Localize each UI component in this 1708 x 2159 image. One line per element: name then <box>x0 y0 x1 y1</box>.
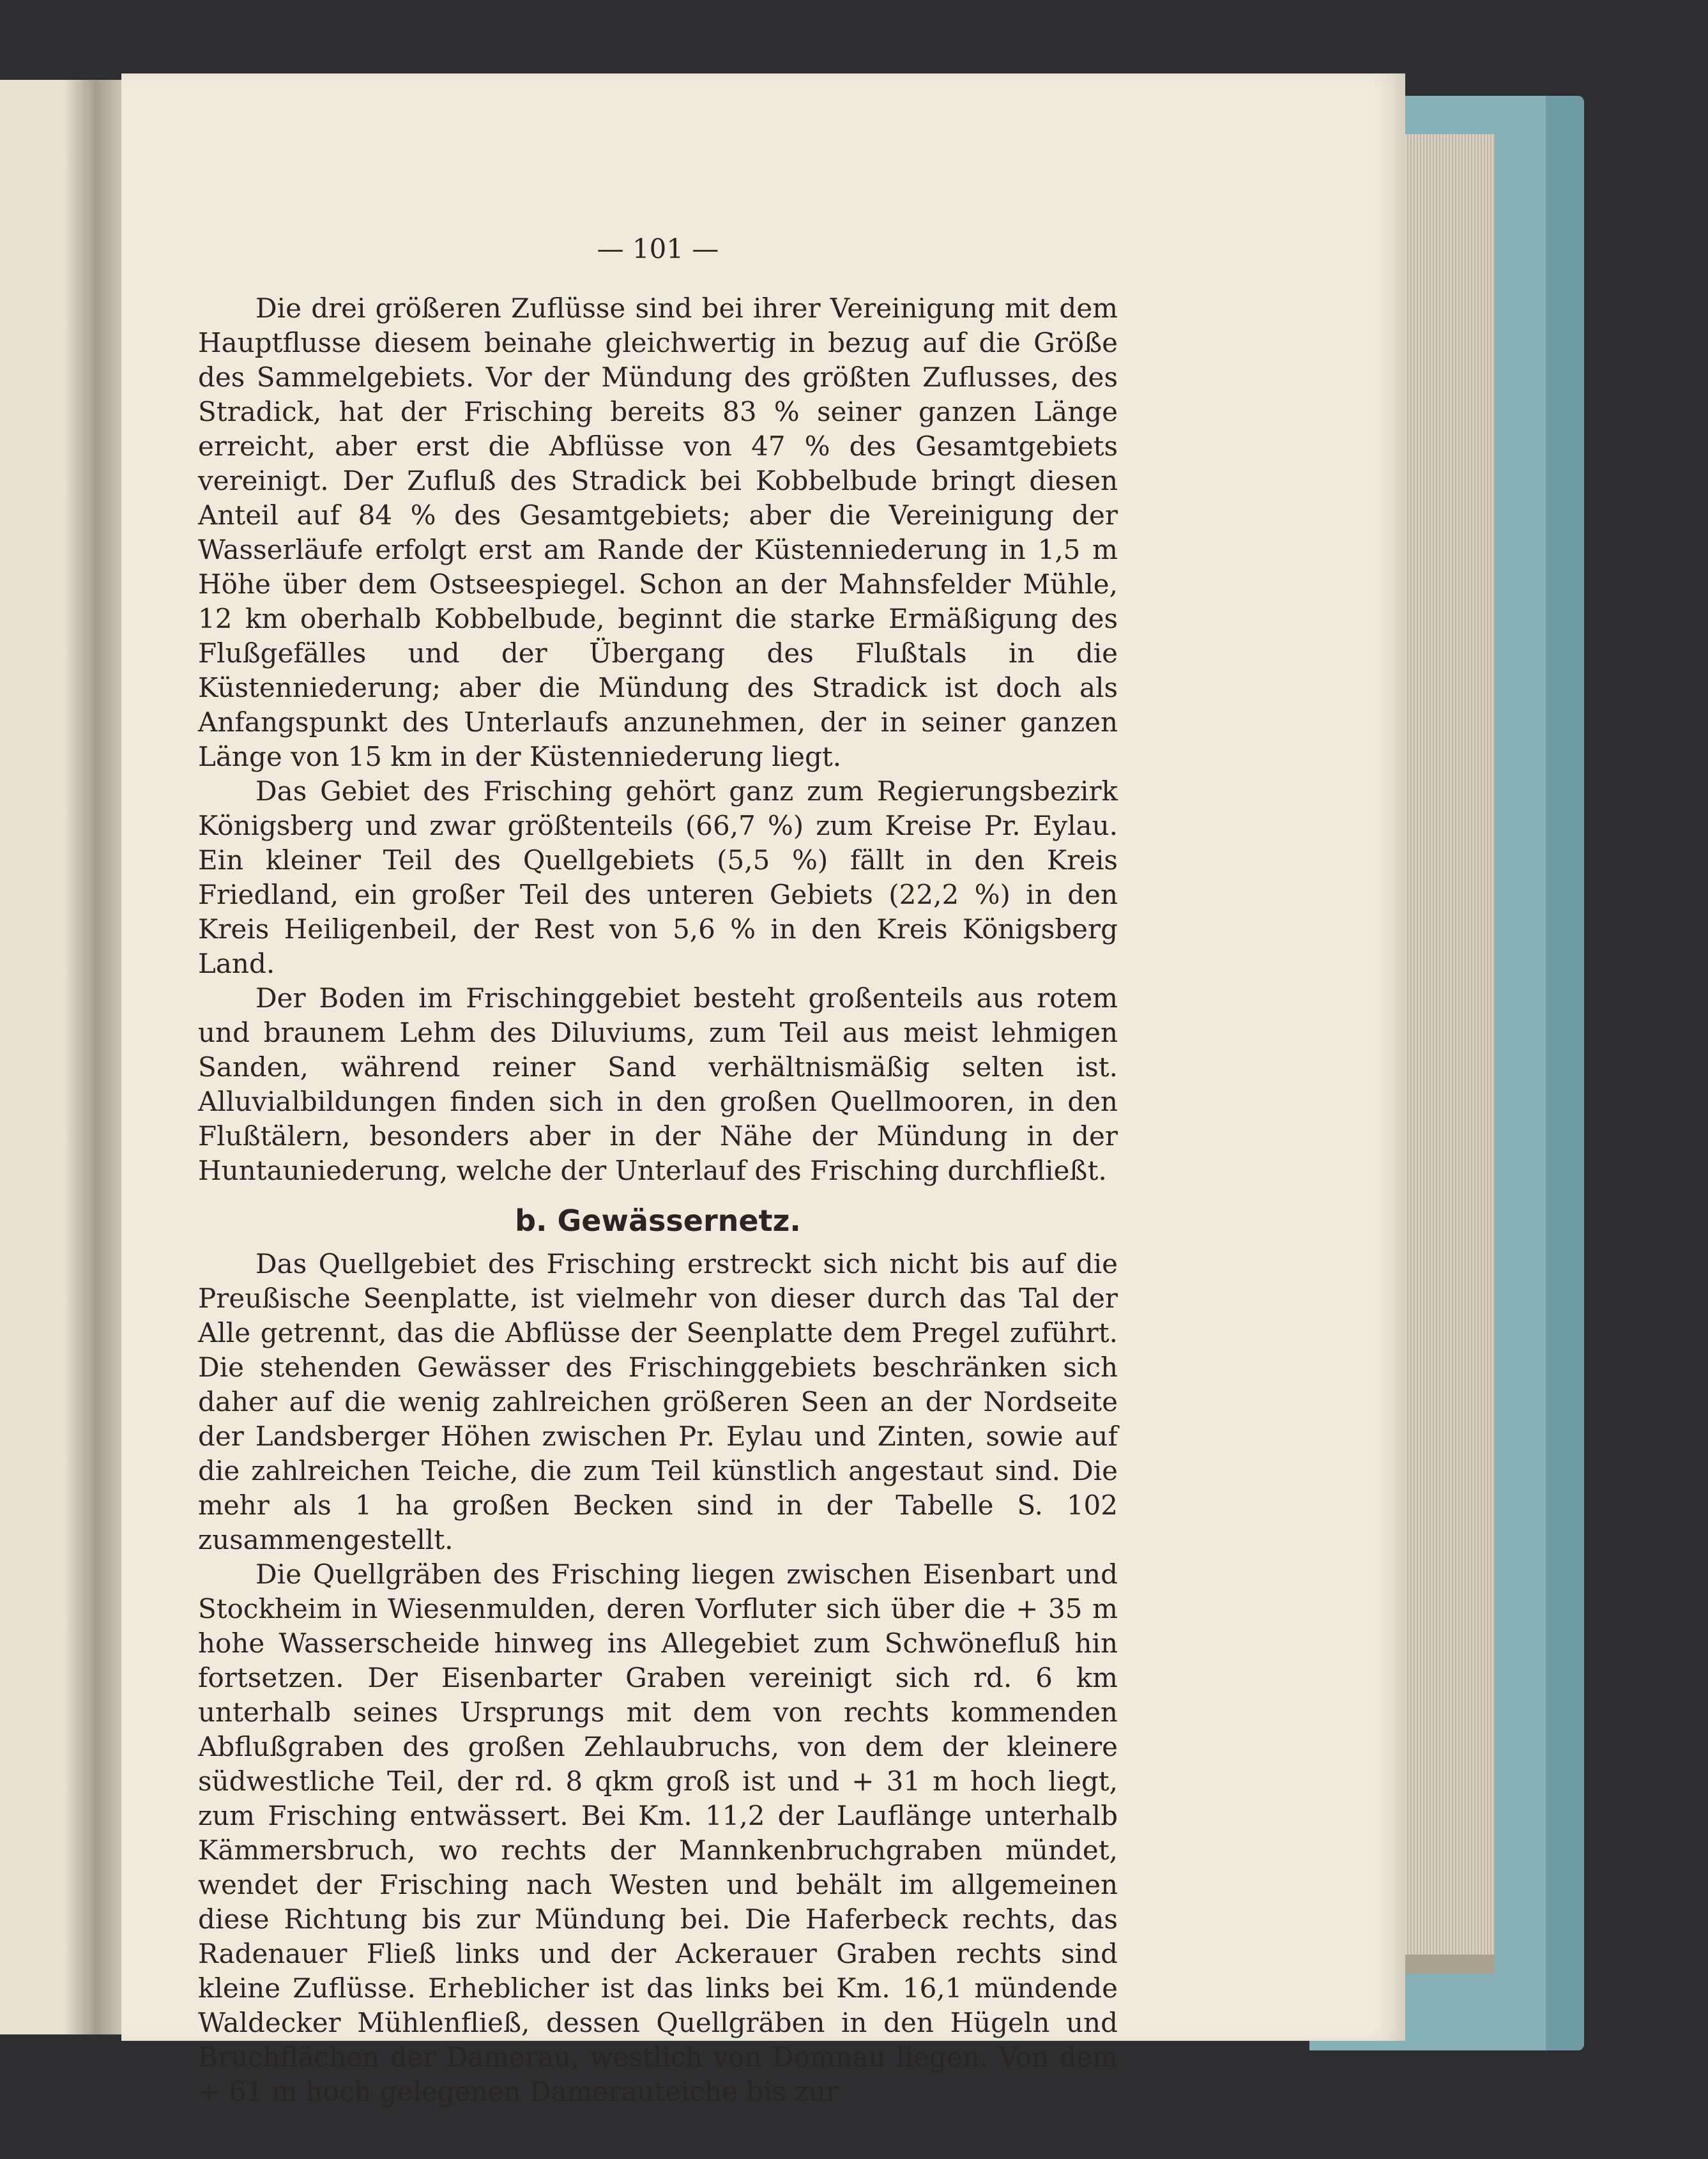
paragraph: Das Quellgebiet des Frisching erstreckt sich nicht bis auf die Preußische Seenplatte, ist vielmehr von dieser durch das Tal der Alle getrennt, das die Abflüsse der Seenplatte dem Pregel zuführt. Die stehenden Gewässer des Frischinggebiets beschränken sich daher auf die wenig zahlreichen größeren Seen an der Nordseite der Landsberger Höhen zwischen Pr. Eylau und Zinten, sowie auf die zahlreichen Teiche, die zum Teil künstlich angestaut sind. Die mehr als 1 ha großen Becken sind in der Tabelle S. 102 zusammengestellt. <box>198 1248 1118 1555</box>
book-cover-edge <box>1546 96 1584 2050</box>
paragraph: Das Gebiet des Frisching gehört ganz zum Regierungsbezirk Königsberg und zwar größtenteils (66,7 %) zum Kreise Pr. Eylau. Ein kleiner Teil des Quellgebiets (5,5 %) fällt in den Kreis Friedland, ein großer Teil des unteren Gebiets (22,2 %) in den Kreis Heiligenbeil, der Rest von 5,6 % in den Kreis Königsberg Land. <box>198 775 1118 979</box>
page-text <box>198 233 1118 2109</box>
page-block-bottom <box>1392 1955 1495 1974</box>
paragraph: Die Quellgräben des Frisching liegen zwischen Eisenbart und Stockheim in Wiesenmulden, deren Vorfluter sich über die + 35 m hohe Wasserscheide hinweg ins Allegebiet zum Schwönefluß hin fortsetzen. Der Eisenbarter Graben vereinigt sich rd. 6 km unterhalb seines Ursprungs mit dem von rechts kommenden Abflußgraben des großen Zehlaubruchs, von dem der kleinere südwestliche Teil, der rd. 8 qkm groß ist und + 31 m hoch liegt, zum Frisching entwässert. Bei Km. 11,2 der Lauflänge unterhalb Kämmersbruch, wo rechts der Mannkenbruchgraben mündet, wendet der Frisching nach Westen und behält im allgemeinen diese Richtung bis zur Mündung bei. Die Haferbeck rechts, das Radenauer Fließ links und der Ackerauer Graben rechts sind kleine Zuflüsse. Erheblicher ist das links bei Km. 16,1 mündende Waldecker Mühlenfließ, dessen Quellgräben in den Hügeln und Bruchflächen der Damerau, westlich von Domnau liegen. Von dem + 61 m hoch gelegenen Damerauteiche bis zur <box>198 1559 1118 2107</box>
page-number: — 101 — <box>597 233 719 264</box>
paragraph: Die drei größeren Zuflüsse sind bei ihrer Vereinigung mit dem Hauptflusse diesem beinahe gleichwertig in bezug auf die Größe des Sammelgebiets. Vor der Mündung des größten Zuflusses, des Stradick, hat der Frisching bereits 83 % seiner ganzen Länge erreicht, aber erst die Abflüsse von 47 % des Gesamtgebiets vereinigt. Der Zufluß des Stradick bei Kobbelbude bringt diesen Anteil auf 84 % des Gesamtgebiets; aber die Vereinigung der Wasserläufe erfolgt erst am Rande der Küstenniederung in 1,5 m Höhe über dem Ostseespiegel. Schon an der Mahnsfelder Mühle, 12 km oberhalb Kobbelbude, beginnt die starke Ermäßigung des Flußgefälles und der Übergang des Flußtals in die Küstenniederung; aber die Mündung des Stradick ist doch als Anfangspunkt des Unterlaufs anzunehmen, der in seiner ganzen Länge von 15 km in der Küstenniederung liegt. <box>198 293 1118 772</box>
page-block-edge <box>1392 134 1495 1967</box>
section-heading: b. Gewässernetz. <box>515 1203 801 1238</box>
paragraph: Der Boden im Frischinggebiet besteht großenteils aus rotem und braunem Lehm des Diluviums, zum Teil aus meist lehmigen Sanden, während reiner Sand verhältnismäßig selten ist. Alluvialbildungen finden sich in den großen Quellmooren, in den Flußtälern, besonders aber in der Nähe der Mündung in der Huntauniederung, welche der Unterlauf des Frisching durchfließt. <box>198 982 1118 1186</box>
